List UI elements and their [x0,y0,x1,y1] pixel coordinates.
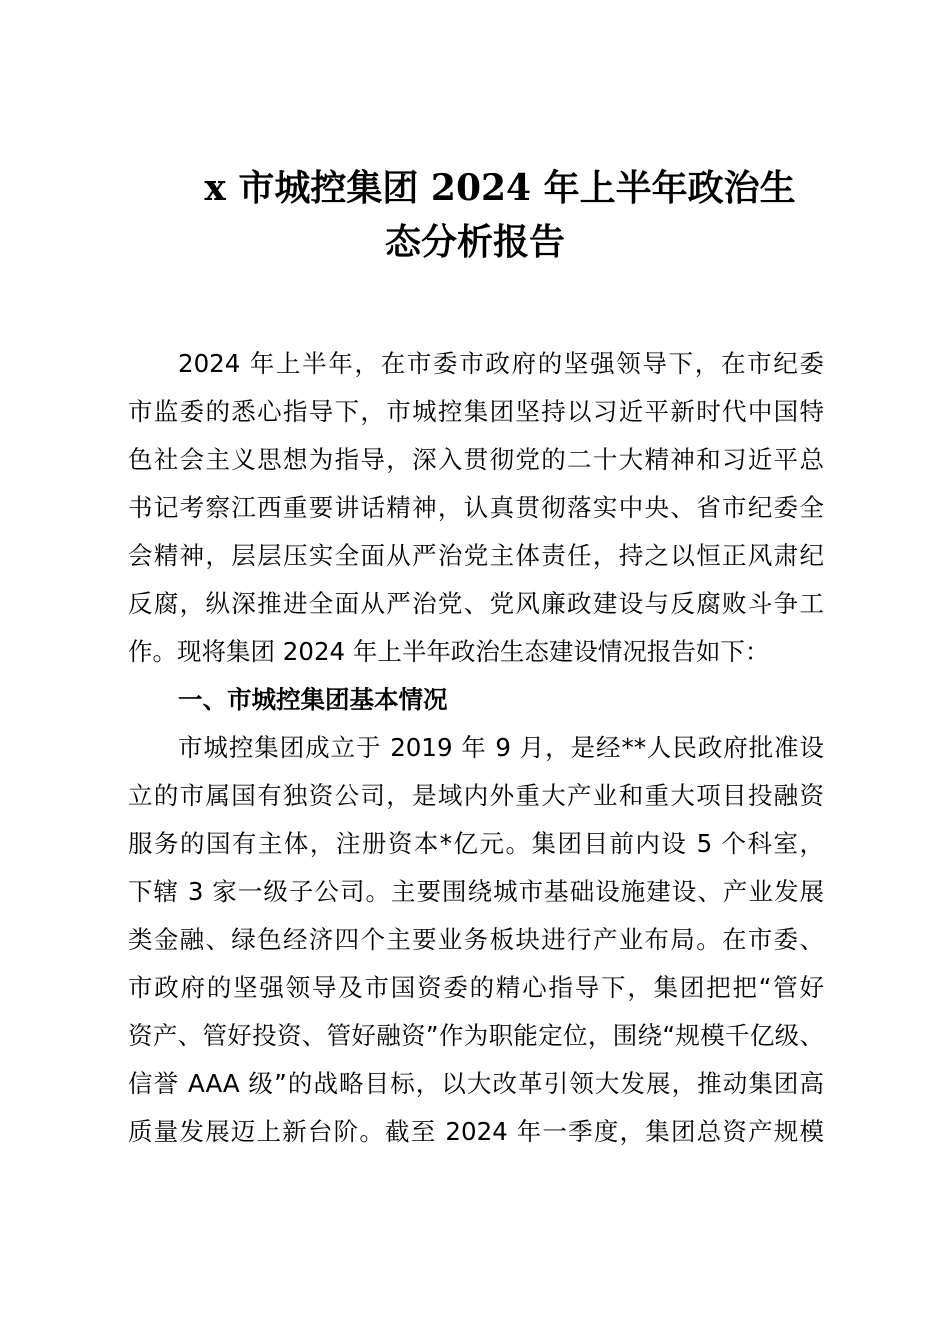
text-line: 类金融、绿色经济四个主要业务板块进行产业布局。在市委、 [128,925,824,954]
text-line: 色社会主义思想为指导，深入贯彻党的二十大精神和习近平总 [128,445,824,474]
document-title-line-1: x 市城控集团 2024 年上半年政治生 [204,167,796,209]
text-line: 市城控集团成立于 2019 年 9 月，是经**人民政府批准设 [178,733,824,762]
text-line: 作。现将集团 2024 年上半年政治生态建设情况报告如下： [128,637,770,666]
text-line: 反腐，纵深推进全面从严治党、党风廉政建设与反腐败斗争工 [128,589,824,618]
section-heading: 一、市城控集团基本情况 [178,685,448,714]
document-body [128,340,824,1156]
document-title-line-2: 态分析报告 [384,221,565,263]
paragraph-basic-info [128,724,824,1156]
text-line: 市监委的悉心指导下，市城控集团坚持以习近平新时代中国特 [128,397,824,426]
text-line: 2024 年上半年，在市委市政府的坚强领导下，在市纪委 [178,349,824,378]
text-line: 资产、管好投资、管好融资”作为职能定位，围绕“规模千亿级、 [128,1021,824,1050]
text-line: 信誉 AAA 级”的战略目标，以大改革引领大发展，推动集团高 [128,1069,824,1098]
text-line: 书记考察江西重要讲话精神，认真贯彻落实中央、省市纪委全 [128,493,824,522]
text-line: 市政府的坚强领导及市国资委的精心指导下，集团把把“管好 [128,973,824,1002]
text-line: 服务的国有主体，注册资本*亿元。集团目前内设 5 个科室， [128,829,824,858]
text-line: 立的市属国有独资公司，是域内外重大产业和重大项目投融资 [128,781,824,810]
text-line: 会精神，层层压实全面从严治党主体责任，持之以恒正风肃纪 [128,541,824,570]
paragraph-intro [128,340,824,676]
text-line: 质量发展迈上新台阶。截至 2024 年一季度，集团总资产规模 [128,1117,824,1146]
text-line: 下辖 3 家一级子公司。主要围绕城市基础设施建设、产业发展 [128,877,824,906]
